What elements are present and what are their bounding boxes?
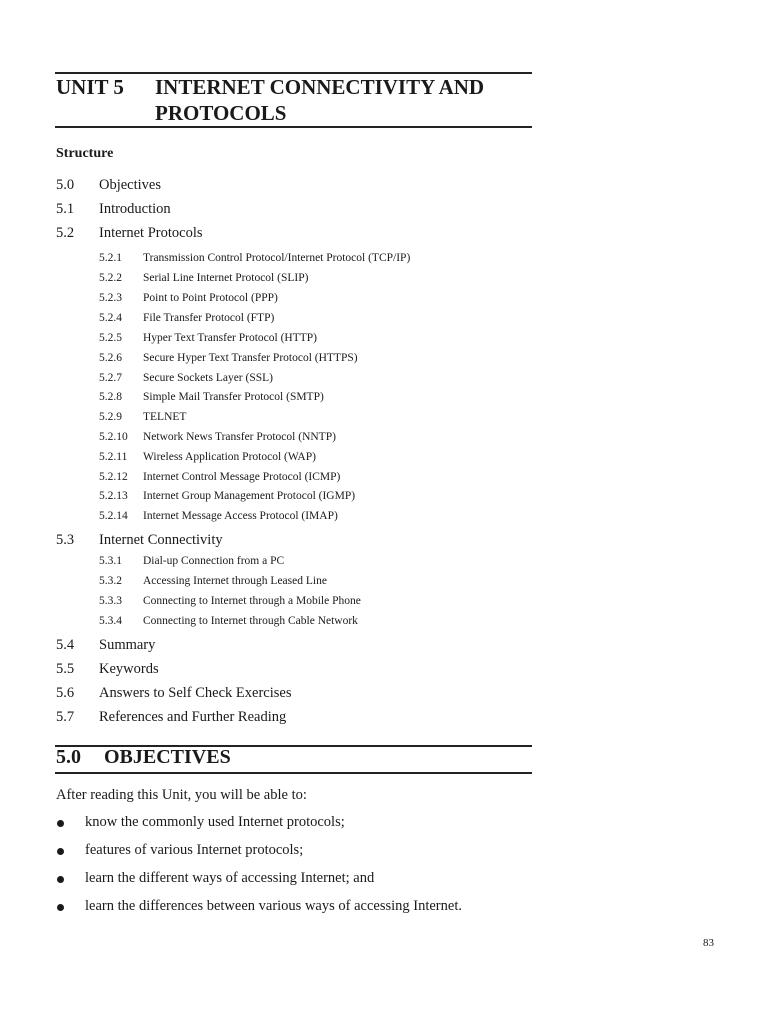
toc-subitem-number: 5.2.7 (99, 372, 122, 384)
toc-item-label: Internet Connectivity (99, 532, 223, 548)
toc-item-number: 5.3 (56, 532, 75, 548)
toc-subitem-label: Internet Message Access Protocol (IMAP) (143, 510, 338, 522)
toc-subitem-label: Serial Line Internet Protocol (SLIP) (143, 272, 309, 284)
toc-subitem-number: 5.3.1 (99, 555, 122, 567)
toc-subitem-number: 5.2.4 (99, 312, 122, 324)
toc-subitem-number: 5.3.3 (99, 595, 122, 607)
unit-heading-bottom-rule (55, 126, 532, 128)
unit-number: UNIT 5 (56, 75, 124, 99)
toc-subitem-number: 5.3.4 (99, 615, 122, 627)
toc-item-number: 5.5 (56, 661, 75, 677)
section-number: 5.0 (56, 746, 81, 768)
page-number: 83 (703, 937, 714, 949)
toc-subitem-label: Internet Control Message Protocol (ICMP) (143, 471, 341, 483)
toc-item-number: 5.7 (56, 709, 75, 725)
toc-subitem-number: 5.3.2 (99, 575, 122, 587)
unit-title: INTERNET CONNECTIVITY AND PROTOCOLS (155, 75, 485, 125)
toc-subitem-number: 5.2.5 (99, 332, 122, 344)
toc-subitem-label: Accessing Internet through Leased Line (143, 575, 327, 587)
bullet-dot-icon (57, 904, 64, 911)
toc-subitem-number: 5.2.3 (99, 292, 122, 304)
objective-text: know the commonly used Internet protocols; (85, 814, 345, 830)
toc-subitem-number: 5.2.9 (99, 411, 122, 423)
toc-subitem-label: TELNET (143, 411, 187, 423)
section-title: OBJECTIVES (104, 746, 231, 768)
toc-item-number: 5.1 (56, 201, 75, 217)
toc-subitem-label: Dial-up Connection from a PC (143, 555, 285, 567)
toc-subitem-label: Secure Sockets Layer (SSL) (143, 372, 273, 384)
toc-subitem-label: Connecting to Internet through a Mobile Phone (143, 595, 361, 607)
bullet-dot-icon (57, 820, 64, 827)
toc-item-label: Introduction (99, 201, 171, 217)
toc-subitem-number: 5.2.6 (99, 352, 122, 364)
objective-text: learn the different ways of accessing Internet; and (85, 870, 375, 886)
toc-item-number: 5.4 (56, 637, 75, 653)
toc-subitem-number: 5.2.13 (99, 490, 128, 502)
toc-subitem-number: 5.2.14 (99, 510, 128, 522)
structure-label: Structure (56, 146, 114, 161)
bullet-dot-icon (57, 876, 64, 883)
objectives-intro: After reading this Unit, you will be able to: (56, 787, 307, 803)
toc-subitem-label: Simple Mail Transfer Protocol (SMTP) (143, 391, 324, 403)
section-heading-bottom-rule (55, 772, 532, 774)
toc-subitem-label: Transmission Control Protocol/Internet Protocol (TCP/IP) (143, 252, 411, 264)
toc-subitem-label: File Transfer Protocol (FTP) (143, 312, 275, 324)
toc-subitem-label: Wireless Application Protocol (WAP) (143, 451, 316, 463)
toc-subitem-number: 5.2.1 (99, 252, 122, 264)
toc-subitem-label: Internet Group Management Protocol (IGMP) (143, 490, 356, 502)
toc-item-label: Answers to Self Check Exercises (99, 685, 292, 701)
bullet-dot-icon (57, 848, 64, 855)
toc-subitem-label: Secure Hyper Text Transfer Protocol (HTTPS) (143, 352, 358, 364)
toc-subitem-label: Hyper Text Transfer Protocol (HTTP) (143, 332, 318, 344)
toc-subitem-number: 5.2.12 (99, 471, 128, 483)
toc-subitem-label: Connecting to Internet through Cable Network (143, 615, 358, 627)
toc-subitem-number: 5.2.2 (99, 272, 122, 284)
toc-item-label: Internet Protocols (99, 225, 203, 241)
toc-item-number: 5.0 (56, 177, 75, 193)
toc-subitem-label: Network News Transfer Protocol (NNTP) (143, 431, 336, 443)
objective-text: learn the differences between various ways of accessing Internet. (85, 898, 462, 914)
toc-subitem-label: Point to Point Protocol (PPP) (143, 292, 278, 304)
toc-subitem-number: 5.2.11 (99, 451, 128, 463)
toc-item-label: Objectives (99, 177, 162, 193)
toc-item-label: References and Further Reading (99, 709, 287, 725)
toc-item-label: Keywords (99, 661, 159, 677)
toc-subitem-number: 5.2.10 (99, 431, 128, 443)
objective-text: features of various Internet protocols; (85, 842, 304, 858)
toc-item-label: Summary (99, 637, 156, 653)
toc-subitem-number: 5.2.8 (99, 391, 122, 403)
toc-item-number: 5.6 (56, 685, 75, 701)
toc-item-number: 5.2 (56, 225, 75, 241)
